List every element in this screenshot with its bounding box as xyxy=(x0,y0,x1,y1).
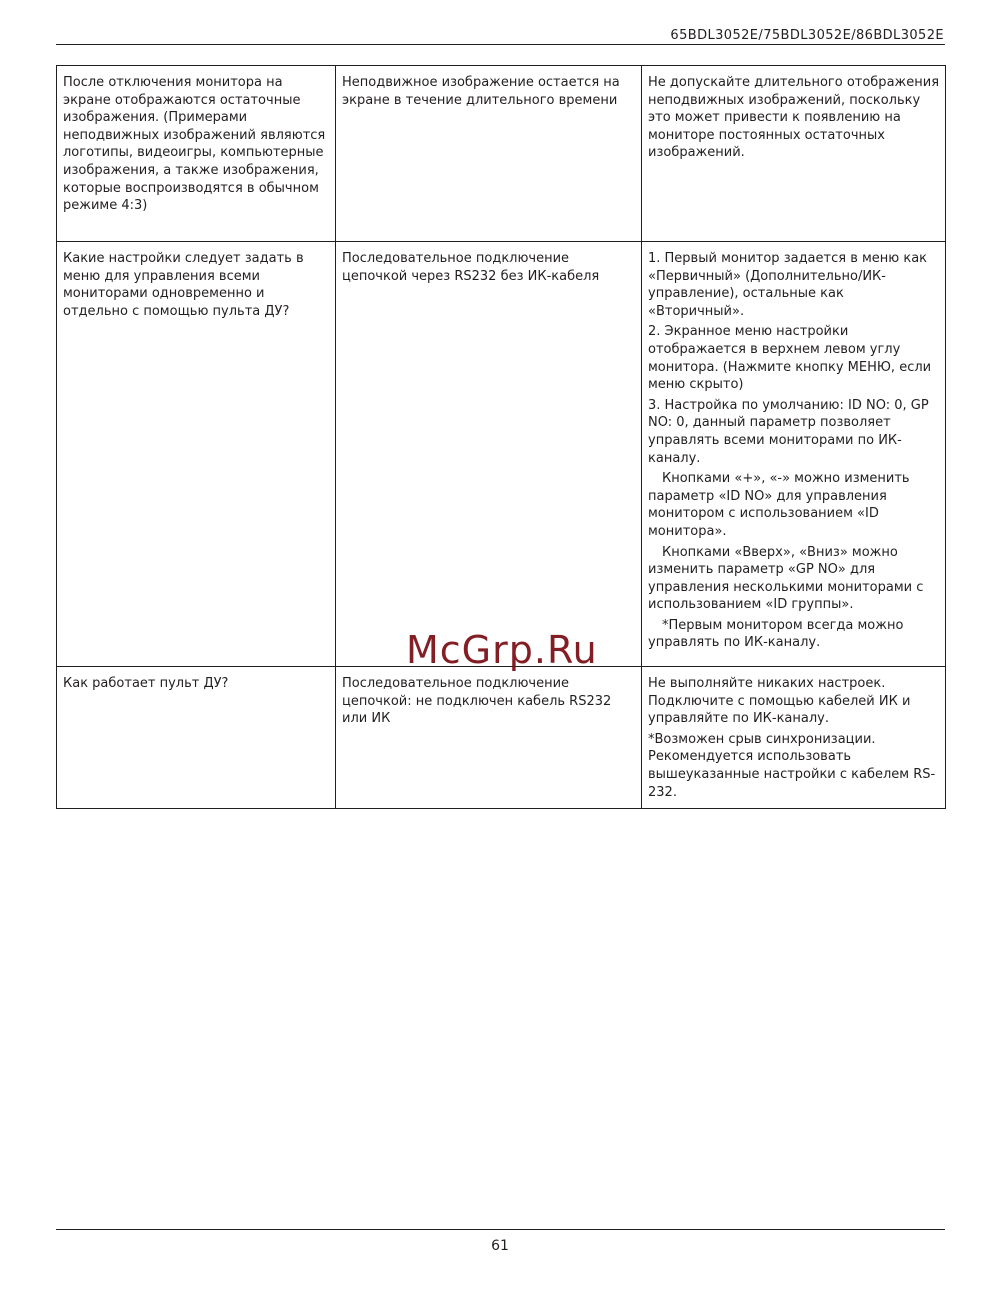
table-row xyxy=(57,667,946,809)
document-model-header: 65BDL3052E/75BDL3052E/86BDL3052E xyxy=(670,28,944,43)
cause-cell: Неподвижное изображение остается на экране в течение длительного времени xyxy=(336,66,642,242)
remedy-paragraph: *Возможен срыв синхронизации. Рекомендуется использовать вышеуказанные настройки с кабелем RS-232. xyxy=(648,731,936,800)
remedy-cell xyxy=(642,242,946,667)
remedy-cell xyxy=(642,667,946,809)
remedy-paragraph: 2. Экранное меню настройки отображается в верхнем левом углу монитора. (Нажмите кнопку МЕНЮ, если меню скрыто) xyxy=(648,324,932,393)
symptom-cell: После отключения монитора на экране отображаются остаточные изображения. (Примерами неподвижных изображений являются логотипы, видеоигры, компьютерные изображения, а также изображения, которые воспроизводятся в обычном режиме 4:3) xyxy=(57,66,336,242)
remedy-paragraph: Кнопками «Вверх», «Вниз» можно изменить параметр «GP NO» для управления несколькими мониторами с использованием «ID группы». xyxy=(648,544,924,613)
cause-cell: Последовательное подключение цепочкой: не подключен кабель RS232 или ИК xyxy=(336,667,642,809)
remedy-paragraph: *Первым монитором всегда можно управлять по ИК-каналу. xyxy=(648,617,904,651)
cause-cell: Последовательное подключение цепочкой через RS232 без ИК-кабеля xyxy=(336,242,642,667)
remedy-cell xyxy=(642,66,946,242)
footer-divider xyxy=(56,1229,945,1230)
remedy-paragraph: 1. Первый монитор задается в меню как «Первичный» (Дополнительно/ИК-управление), остальные как «Вторичный». xyxy=(648,251,928,319)
remedy-paragraph: 3. Настройка по умолчанию: ID NO: 0, GP NO: 0, данный параметр позволяет управлять всеми мониторами по ИК-каналу. xyxy=(648,397,929,466)
table-row xyxy=(57,242,946,667)
page-number: 61 xyxy=(491,1238,509,1254)
watermark-logo: McGrp.Ru xyxy=(406,628,598,672)
header-divider xyxy=(56,44,945,45)
troubleshooting-table xyxy=(56,65,946,809)
remedy-paragraph: Не допускайте длительного отображения неподвижных изображений, поскольку это может привести к появлению на мониторе постоянных остаточных изображений. xyxy=(648,75,940,161)
symptom-cell: Как работает пульт ДУ? xyxy=(57,667,336,809)
remedy-paragraph: Не выполняйте никаких настроек. Подключите с помощью кабелей ИК и управляйте по ИК-каналу. xyxy=(648,676,911,727)
symptom-cell: Какие настройки следует задать в меню для управления всеми мониторами одновременно и отдельно с помощью пульта ДУ? xyxy=(57,242,336,667)
table-row xyxy=(57,66,946,242)
remedy-paragraph: Кнопками «+», «-» можно изменить параметр «ID NO» для управления монитором с использованием «ID монитора». xyxy=(648,471,910,539)
